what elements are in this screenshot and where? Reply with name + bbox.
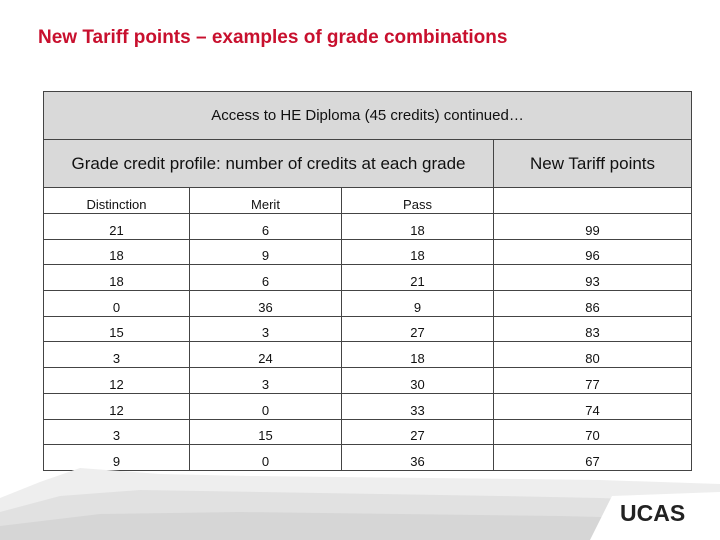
table-row bbox=[44, 316, 692, 342]
tariff-table bbox=[43, 91, 692, 471]
merit-cell: 0 bbox=[190, 393, 342, 419]
page-title: New Tariff points – examples of grade combinations bbox=[38, 27, 508, 48]
distinction-cell: 15 bbox=[44, 316, 190, 342]
footer-decoration bbox=[0, 468, 720, 540]
merit-cell: 36 bbox=[190, 291, 342, 317]
column-header-distinction: Distinction bbox=[44, 188, 190, 214]
distinction-cell: 9 bbox=[44, 445, 190, 471]
tariff-points-header: New Tariff points bbox=[494, 140, 692, 188]
pass-cell: 27 bbox=[342, 419, 494, 445]
distinction-cell: 12 bbox=[44, 393, 190, 419]
merit-cell: 24 bbox=[190, 342, 342, 368]
column-header-merit: Merit bbox=[190, 188, 342, 214]
table-row bbox=[44, 239, 692, 265]
points-cell: 80 bbox=[494, 342, 692, 368]
points-cell: 70 bbox=[494, 419, 692, 445]
points-cell: 86 bbox=[494, 291, 692, 317]
points-cell: 77 bbox=[494, 368, 692, 394]
ucas-logo: UCAS bbox=[620, 500, 686, 526]
points-cell: 83 bbox=[494, 316, 692, 342]
pass-cell: 30 bbox=[342, 368, 494, 394]
pass-cell: 18 bbox=[342, 342, 494, 368]
points-cell: 93 bbox=[494, 265, 692, 291]
merit-cell: 6 bbox=[190, 214, 342, 240]
pass-cell: 18 bbox=[342, 239, 494, 265]
points-cell: 96 bbox=[494, 239, 692, 265]
pass-cell: 36 bbox=[342, 445, 494, 471]
table-row bbox=[44, 419, 692, 445]
points-cell: 67 bbox=[494, 445, 692, 471]
merit-cell: 3 bbox=[190, 316, 342, 342]
distinction-cell: 3 bbox=[44, 419, 190, 445]
distinction-cell: 18 bbox=[44, 239, 190, 265]
distinction-cell: 21 bbox=[44, 214, 190, 240]
distinction-cell: 0 bbox=[44, 291, 190, 317]
table-row bbox=[44, 368, 692, 394]
pass-cell: 18 bbox=[342, 214, 494, 240]
merit-cell: 9 bbox=[190, 239, 342, 265]
grade-profile-header: Grade credit profile: number of credits at each grade bbox=[44, 140, 494, 188]
distinction-cell: 18 bbox=[44, 265, 190, 291]
column-header-points bbox=[494, 188, 692, 214]
distinction-cell: 12 bbox=[44, 368, 190, 394]
pass-cell: 21 bbox=[342, 265, 494, 291]
distinction-cell: 3 bbox=[44, 342, 190, 368]
pass-cell: 27 bbox=[342, 316, 494, 342]
table-row bbox=[44, 393, 692, 419]
table-row bbox=[44, 342, 692, 368]
table-row bbox=[44, 445, 692, 471]
table-row bbox=[44, 291, 692, 317]
points-cell: 99 bbox=[494, 214, 692, 240]
table-row bbox=[44, 214, 692, 240]
column-header-pass: Pass bbox=[342, 188, 494, 214]
table-caption: Access to HE Diploma (45 credits) continued… bbox=[44, 92, 692, 140]
pass-cell: 33 bbox=[342, 393, 494, 419]
points-cell: 74 bbox=[494, 393, 692, 419]
merit-cell: 6 bbox=[190, 265, 342, 291]
pass-cell: 9 bbox=[342, 291, 494, 317]
merit-cell: 15 bbox=[190, 419, 342, 445]
merit-cell: 3 bbox=[190, 368, 342, 394]
merit-cell: 0 bbox=[190, 445, 342, 471]
table-row bbox=[44, 265, 692, 291]
